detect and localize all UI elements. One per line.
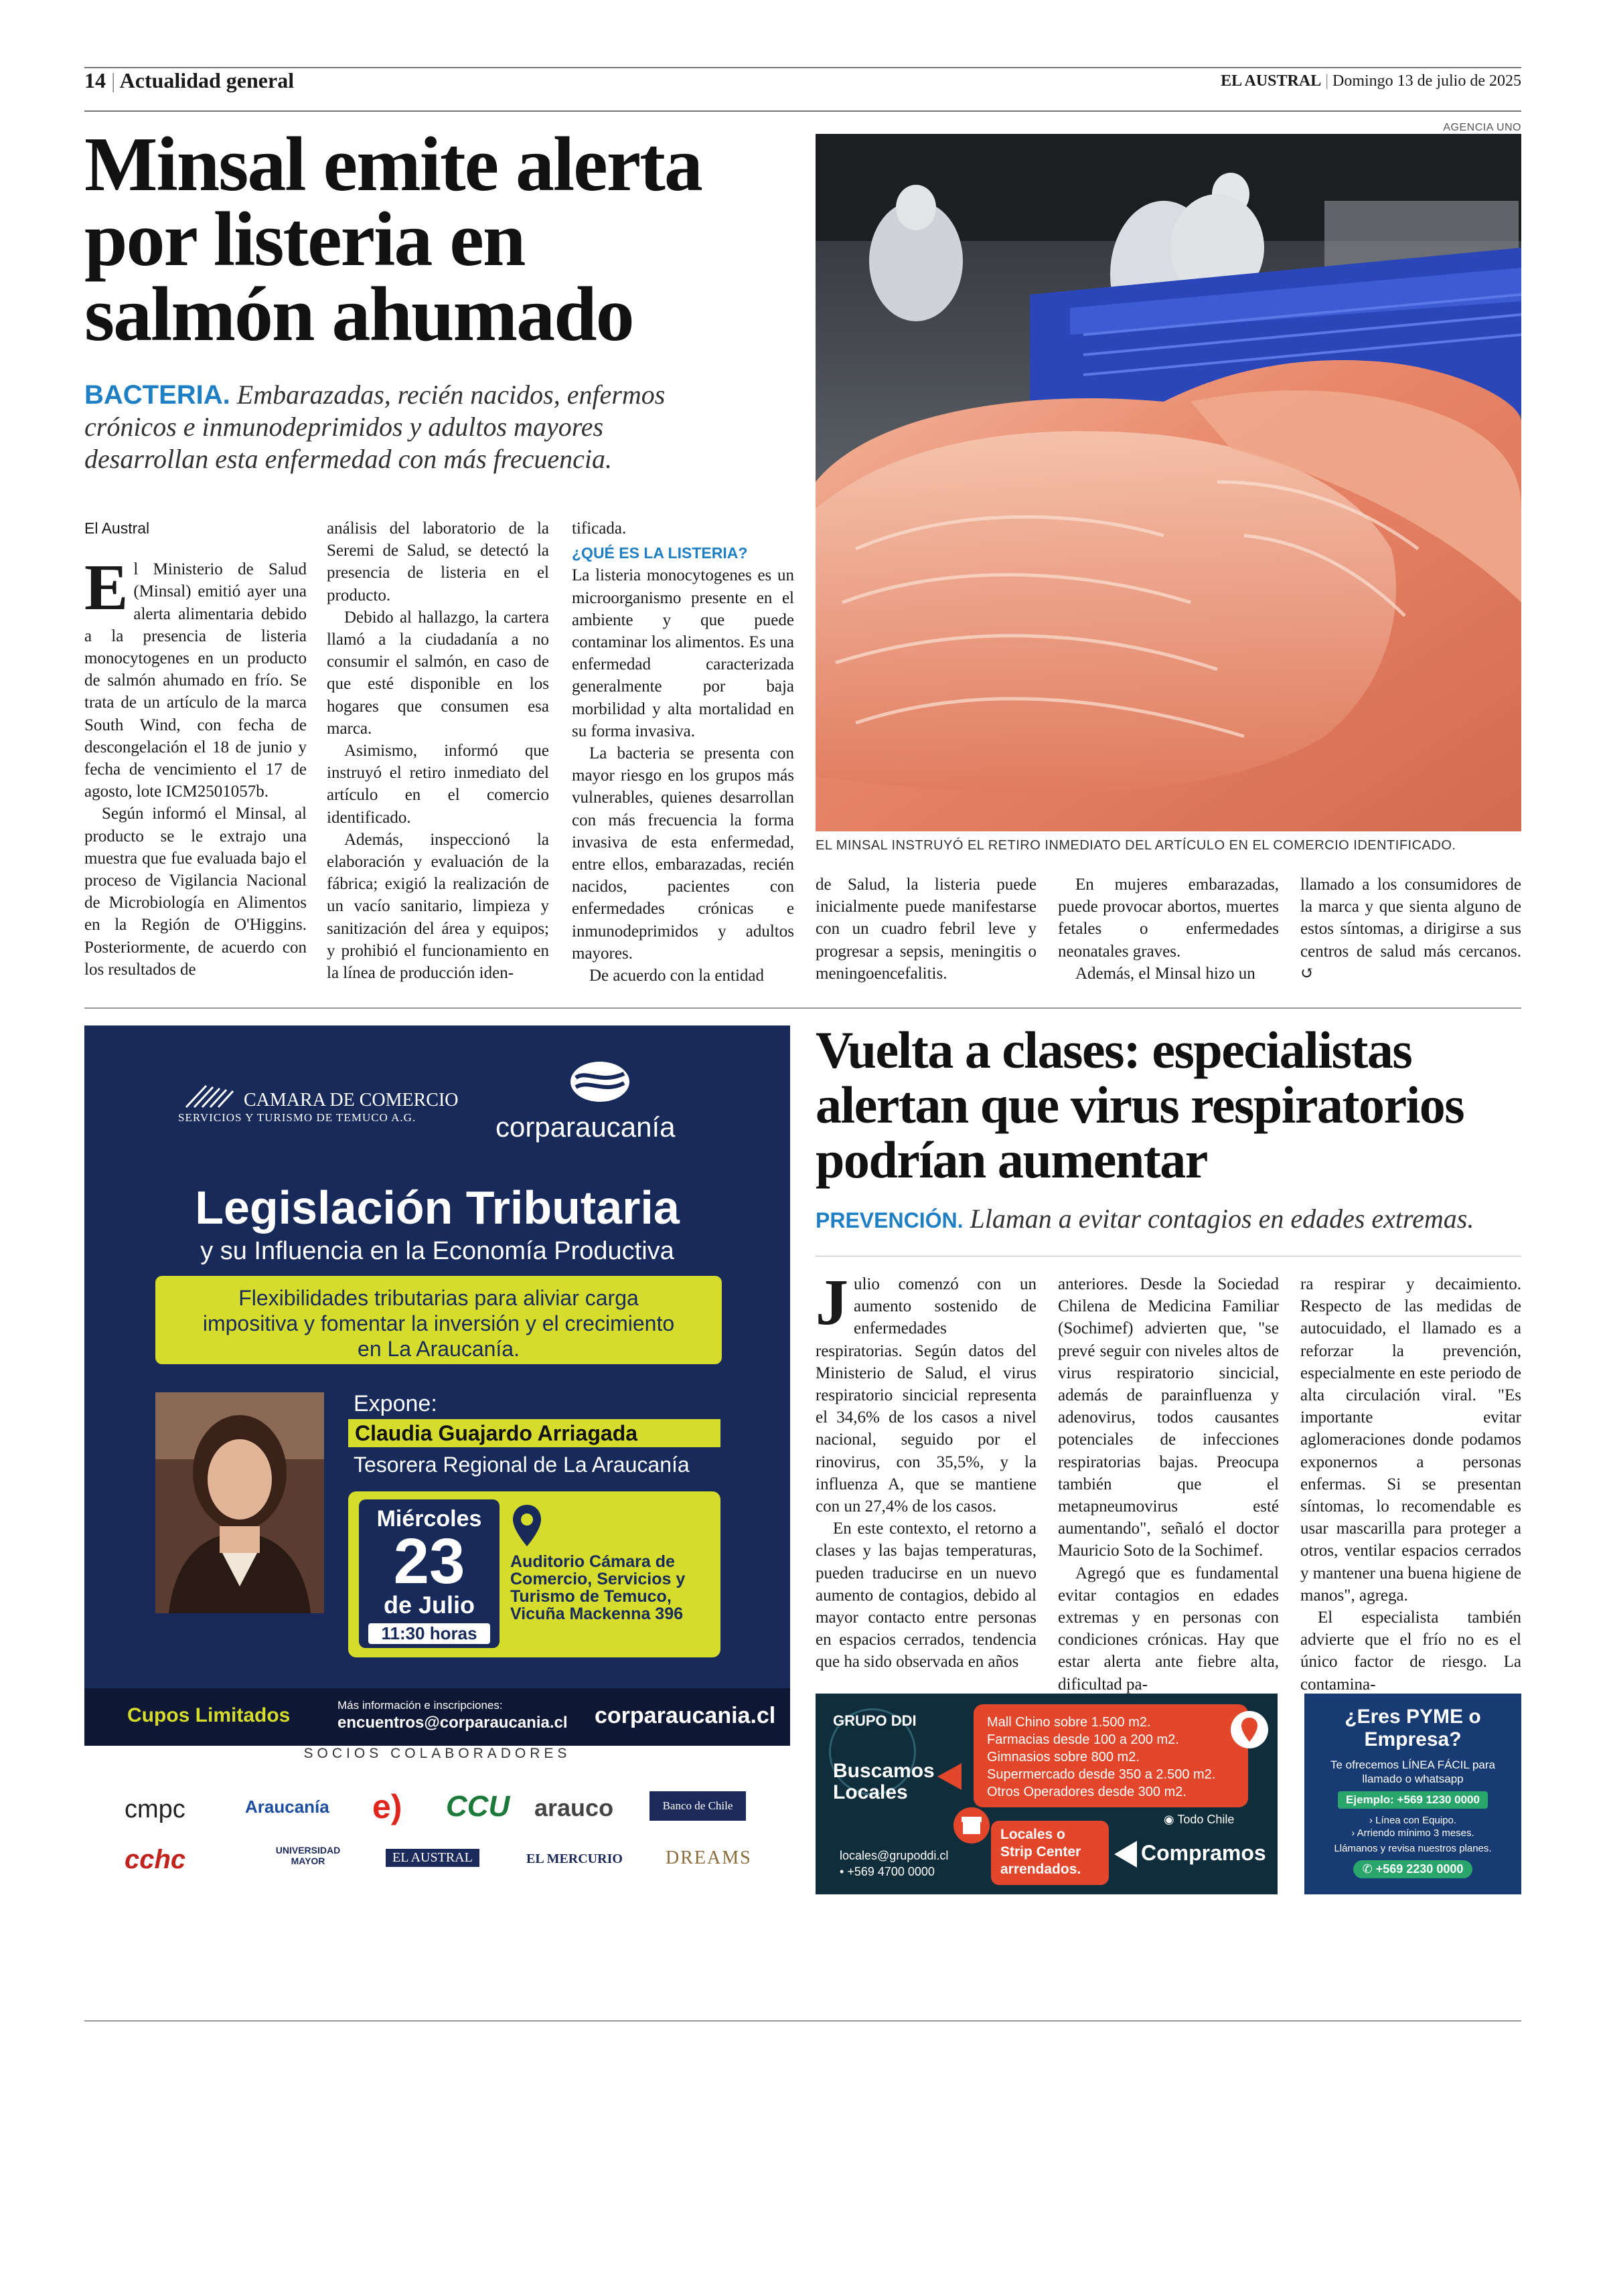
ddi-buscamos: Buscamos Locales [833,1760,935,1803]
chamber-logo-icon [179,1083,252,1109]
chamber-name: CAMARA DE COMERCIO [244,1090,459,1111]
ad-email[interactable]: encuentros@corparaucania.cl [337,1714,568,1732]
info-label: Más información e inscripciones: [337,1699,503,1712]
paper-name: EL AUSTRAL [1221,72,1322,90]
location-pin-icon [510,1502,544,1549]
article1-lead: BACTERIA. Embarazadas, recién nacidos, enfermos crónicos e inmunodeprimidos y adultos mayores desarrollan esta enfermedad con más frecuencia. [84,380,666,474]
article1-col6: llamado a los consumidores de la marca y que sienta alguno de estos síntomas, a dirigirse a sus centros de salud más cercanos. ↺ [1300,876,1521,983]
ddi-locales: Locales o Strip Center arrendados. [991,1821,1109,1885]
article1-col1: El Austral El Ministerio de Salud (Minsal) emitió ayer una alerta alimentaria debido a la presencia de listeria monocytogenes en un producto de salmón ahumado en frío. Se trata de un artículo de la marca South Wind, con fecha de descongelación el 18 de junio y fecha de vencimiento el 17 de agosto, lote ICM2501057b. Según informó el Minsal, al producto se le extrajo una muestra que fue evaluada bajo el proceso de Vigilancia Nacional de Microbiología en Alimentos en la Región de O'Higgins. Posteriormente, de acuerdo con los resultados de [84,517,307,981]
article1-col5: En mujeres embarazadas, puede provocar abortos, muertes fetales o enfermedades neonatales graves. Además, el Minsal hizo un [1058,876,1279,983]
sponsor-cmpc: cmpc [125,1795,185,1823]
ad-website[interactable]: corparaucania.cl [595,1703,776,1728]
article2-dropcap: J [816,1266,848,1339]
section-name: Actualidad general [119,68,295,92]
article2-col2: anteriores. Desde la Sociedad Chilena de Medicina Familiar (Sochimef) advierten que, "se prevé seguir con niveles altos de virus respiratorio sincicial, además de parainfluenza y adenovirus, todos causantes potenciales de infecciones respiratorias bajas. Preocupa también que el metapneumovirus esté aumentando", señaló el doctor Mauricio Soto de la Sochimef. Agregó que es fundamental evitar contagios en edades extremas y en personas con condiciones crónicas. Hay que estar alerta ante fiebre alta, dificultad pa- [1058,1275,1279,1694]
sponsor-el-mercurio: EL MERCURIO [526,1852,623,1866]
article2-lead: PREVENCIÓN. Llaman a evitar contagios en edades extremas. [816,1204,1474,1234]
pyme-call: Llámanos y revisa nuestros planes. [1334,1843,1492,1854]
corparaucania-name: corparaucanía [495,1111,676,1143]
speaker-photo [155,1392,324,1613]
footer-rule [84,2020,1521,2022]
pyme-bullet2: › Arriendo mínimo 3 meses. [1351,1827,1474,1839]
event-day-number: 23 [393,1526,465,1597]
listeria-subhead: ¿QUÉ ES LA LISTERIA? [572,544,748,562]
sponsor-cchc: cchc [125,1845,186,1874]
ad-highlight-box: Flexibilidades tributarias para aliviar carga impositiva y fomentar la inversión y el crecimiento en La Araucanía. [155,1276,722,1364]
speaker-role: Tesorera Regional de La Araucanía [354,1453,690,1477]
header-bottom-rule [84,110,1521,112]
section-divider [84,1007,1521,1009]
sponsor-dreams: DREAMS [666,1848,752,1868]
sponsor-arauco: arauco [534,1794,614,1821]
corparaucania-logo-icon [566,1058,633,1104]
article1-kicker: BACTERIA. [84,380,230,410]
pyme-offer: Te ofrecemos LÍNEA FÁCIL para llamado o whatsapp [1330,1758,1495,1785]
tax-legislation-ad[interactable] [84,1026,790,1746]
arrow-left-icon-2 [1114,1841,1137,1868]
pyme-bullet1: › Línea con Equipo. [1369,1815,1457,1826]
sponsor-umayor: UNIVERSIDAD MAYOR [275,1845,341,1866]
article2-col1: Julio comenzó con un aumento sostenido de enfermedades respiratorias. Según datos del Ministerio de Salud, el virus respiratorio sincicial representa el 34,6% de los casos a nivel nacional, seguido por el rinovirus, con 35,5%, y la influenza A, que se mantiene con un 27,4% de los casos. En este contexto, el retorno a clases y las bajas temperaturas, pueden traducirse en un nuevo aumento de contagios, debido al mayor contacto entre personas en espacios cerrados, tendencia que ha sido observada en años [816,1266,1037,1671]
pyme-phone[interactable]: ✆ +569 2230 0000 [1353,1860,1473,1878]
ad-subtitle: y su Influencia en la Economía Productiva [200,1237,674,1265]
ddi-compramos: Compramos [1141,1841,1266,1865]
article1-col4: de Salud, la listeria puede inicialmente puede manifestarse con un cuadro febril leve y progresar a sepsis, meningitis o meningoencefalitis. [816,876,1037,983]
sponsor-logos [84,1781,790,1874]
map-pin-icon [1231,1711,1268,1748]
article1-col2: análisis del laboratorio de la Seremi de Salud, se detectó la presencia de listeria en el producto. Debido al hallazgo, la cartera llamó a la ciudadanía a no consumir el salmón, en caso de que esté disponible en los hogares que consumen esa marca. Asimismo, informó que instruyó el retiro inmediato del artículo en el comercio identificado. Además, inspeccionó la elaboración y evaluación de la fábrica; exigió la realización de un vacío sanitario, limpieza y sanitización del área y equipos; y prohibió el funcionamiento en la línea de producción iden- [327,519,549,983]
event-month: de Julio [383,1591,475,1619]
header-top-rule [84,67,1521,68]
article1-headline: Minsal emite alerta por listeria en salmón ahumado [84,122,702,357]
date-box [359,1499,500,1648]
ddi-offers: Mall Chino sobre 1.500 m2. Farmacias desde 100 a 200 m2. Gimnasios sobre 800 m2. Supermercado desde 350 a 2.500 m2. Otros Operadores desde 300 m2. [974,1704,1248,1807]
whatsapp-icon: ✆ [1362,1862,1373,1876]
article1-col3: tificada. ¿QUÉ ES LA LISTERIA? La listeria monocytogenes es un microorganismo presente en el ambiente y que puede contaminar los alimentos. Es una enfermedad caracterizada generalmente por baja morbilidad y alta mortalidad en su forma invasiva. La bacteria se presenta con mayor riesgo en los grupos más vulnerables, quienes desarrollan con más frecuencia la forma invasiva de esta enfermedad, entre ellos, embarazadas, recién nacidos, pacientes con enfermedades crónicas e inmunodeprimidos y adultos mayores. De acuerdo con la entidad [572,519,794,985]
issue-date: Domingo 13 de julio de 2025 [1332,72,1521,90]
paper-dateline: EL AUSTRAL | Domingo 13 de julio de 2025 [1221,72,1521,90]
ddi-phone[interactable]: • +569 4700 0000 [840,1865,935,1878]
photo-caption: EL MINSAL INSTRUYÓ EL RETIRO INMEDIATO DEL ARTÍCULO EN EL COMERCIO IDENTIFICADO. [816,838,1456,853]
article1-dropcap: E [84,552,129,625]
event-day-name: Miércoles [376,1506,482,1532]
ad-title: Legislación Tributaria [195,1181,680,1234]
sponsor-banco-chile: Banco de Chile [649,1791,746,1821]
photo-credit: AGENCIA UNO [1443,122,1521,133]
sponsor-el-austral: EL AUSTRAL [386,1849,479,1867]
page-number: 14 | Actualidad general [84,68,295,92]
arrow-left-icon [937,1763,962,1790]
expone-label: Expone: [354,1391,437,1416]
store-icon [953,1807,990,1843]
pyme-example: Ejemplo: +569 1230 0000 [1338,1791,1488,1809]
article2-kicker: PREVENCIÓN. [816,1208,964,1232]
ddi-email[interactable]: locales@grupoddi.cl [840,1849,949,1862]
event-time: 11:30 horas [368,1623,490,1644]
speaker-name: Claudia Guajardo Arriagada [348,1419,720,1447]
article2-headline: Vuelta a clases: especialistas alertan que virus respiratorios podrían aumentar [816,1021,1464,1189]
event-venue: Auditorio Cámara de Comercio, Servicios y Turismo de Temuco, Vicuña Mackenna 396 [510,1552,686,1623]
pyme-question: ¿Eres PYME o Empresa? [1345,1706,1481,1750]
sponsor-e: e) [372,1788,402,1825]
sponsors-label: SOCIOS COLABORADORES [303,1746,571,1761]
pyme-ad[interactable] [1304,1694,1521,1894]
byline: El Austral [84,519,150,537]
sponsor-ccu: CCU [446,1790,510,1823]
chamber-subname: SERVICIOS Y TURISMO DE TEMUCO A.G. [178,1111,416,1124]
article2-col3: ra respirar y decaimiento. Respecto de las medidas de autocuidado, el llamado es a reforzar la prevención, especialmente en este periodo de alta circulación viral. "Es importante evitar aglomeraciones donde podamos exponernos a personas enfermas. Si se presentan síntomas, lo recomendable es usar mascarilla para proteger a otros, ventilar espacios cerrados y mantener una buena higiene de manos", agrega. El especialista también advierte que el frío no es el único factor de riesgo. La contamina- [1300,1275,1521,1694]
salmon-photo [816,134,1521,831]
cupos-limitados: Cupos Limitados [127,1704,291,1726]
ddi-todo-chile: ◉ Todo Chile [1164,1813,1235,1826]
sponsor-araucania: Araucanía [245,1797,329,1817]
ddi-ad[interactable] [816,1694,1278,1894]
ddi-group: GRUPO DDI [833,1712,917,1729]
